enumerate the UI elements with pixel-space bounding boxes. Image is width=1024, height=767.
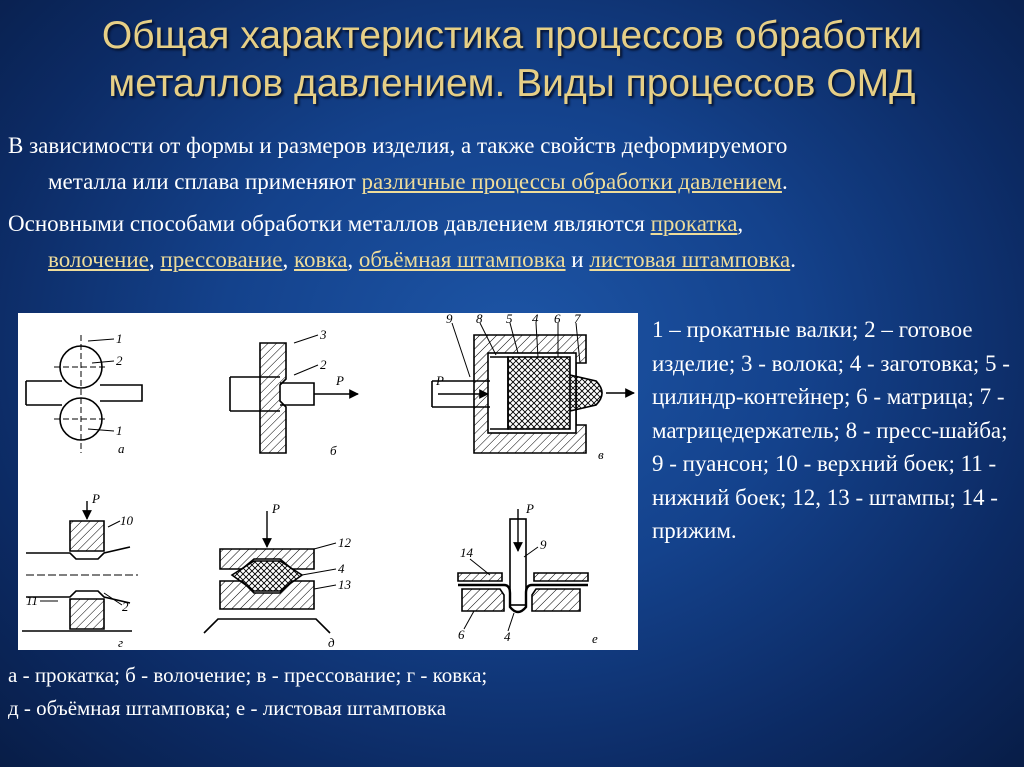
methods-text-a: Основными способами обработки металлов давлением являются <box>8 211 651 236</box>
label-4: 4 <box>532 313 539 326</box>
process-diagram-figure <box>18 313 638 650</box>
sep: , <box>347 247 359 272</box>
sep: и <box>565 247 590 272</box>
caption-line2: д - объёмная штамповка; е - листовая штамповка <box>8 696 447 720</box>
link-drawing[interactable]: волочение <box>48 247 149 272</box>
slide-title <box>0 12 1024 108</box>
link-forging[interactable]: ковка <box>294 247 348 272</box>
caption-line1: а - прокатка; б - волочение; в - прессование; г - ковка; <box>8 663 488 687</box>
panel-rolling <box>26 335 142 453</box>
label-2: 2 <box>122 599 129 614</box>
label-4: 4 <box>338 561 345 576</box>
label-10: 10 <box>120 513 133 528</box>
sep: , <box>148 247 161 272</box>
intro-text-a: В зависимости от формы и размеров изделия, а также свойств деформируемого <box>8 133 788 158</box>
link-rolling[interactable]: прокатка <box>650 211 738 236</box>
methods-paragraph <box>8 206 998 278</box>
panel-die-forging <box>204 511 336 633</box>
force-label: P <box>436 373 444 388</box>
link-extrusion[interactable]: прессование <box>160 247 283 272</box>
intro-text-b: металла или сплава применяют <box>48 169 362 194</box>
panel-sheet-stamping <box>458 509 588 631</box>
label-2: 2 <box>116 353 123 368</box>
panel-label-d: д <box>328 635 335 650</box>
sep: , <box>737 211 744 236</box>
label-5: 5 <box>506 313 513 326</box>
link-die-forging[interactable]: объёмная штамповка <box>358 247 566 272</box>
label-9: 9 <box>540 537 547 552</box>
label-13: 13 <box>338 577 351 592</box>
label-11: 11 <box>26 593 39 608</box>
process-diagram <box>18 313 638 650</box>
panel-label-b: б <box>330 443 337 458</box>
force-label: P <box>92 491 100 506</box>
panel-drawing <box>230 335 358 453</box>
label-7: 7 <box>574 313 581 326</box>
link-sheet-stamping[interactable]: листовая штамповка <box>589 247 791 272</box>
label-9: 9 <box>446 313 453 326</box>
slide-title-line2: металлов давлением. Виды процессов ОМД <box>108 62 916 105</box>
label-1: 1 <box>116 423 123 438</box>
label-2: 2 <box>320 357 327 372</box>
panel-label-g: г <box>118 635 124 650</box>
label-12: 12 <box>338 535 351 550</box>
figure-caption <box>8 659 688 725</box>
sep: , <box>282 247 294 272</box>
methods-end: . <box>790 247 796 272</box>
panel-label-a: а <box>118 441 125 456</box>
intro-end: . <box>781 169 788 194</box>
link-pressure-processes[interactable]: различные процессы обработки давлением <box>361 169 782 194</box>
force-label: P <box>336 373 344 388</box>
panel-label-e: е <box>592 631 598 646</box>
force-label: P <box>526 501 534 516</box>
slide-title-line1: Общая характеристика процессов обработки <box>101 14 923 57</box>
legend-text: 1 – прокатные валки; 2 – готовое изделие; 3 - волока; 4 - заготовка; 5 - цилиндр-контейнер; 6 - матрица; 7 - матрицедержатель; 8 - пресс-шайба; 9 - пуансон; 10 - верхний боек; 11 - нижний боек; 12, 13 - штампы; 14 - прижим. <box>652 317 1010 543</box>
label-6: 6 <box>554 313 561 326</box>
label-6: 6 <box>458 627 465 642</box>
label-8: 8 <box>476 313 483 326</box>
label-4: 4 <box>504 629 511 644</box>
intro-paragraph <box>8 128 998 200</box>
panel-label-v: в <box>598 447 604 462</box>
label-3: 3 <box>320 327 327 342</box>
label-1: 1 <box>116 331 123 346</box>
label-14: 14 <box>460 545 473 560</box>
panel-extrusion <box>432 323 634 453</box>
force-label: P <box>272 501 280 516</box>
